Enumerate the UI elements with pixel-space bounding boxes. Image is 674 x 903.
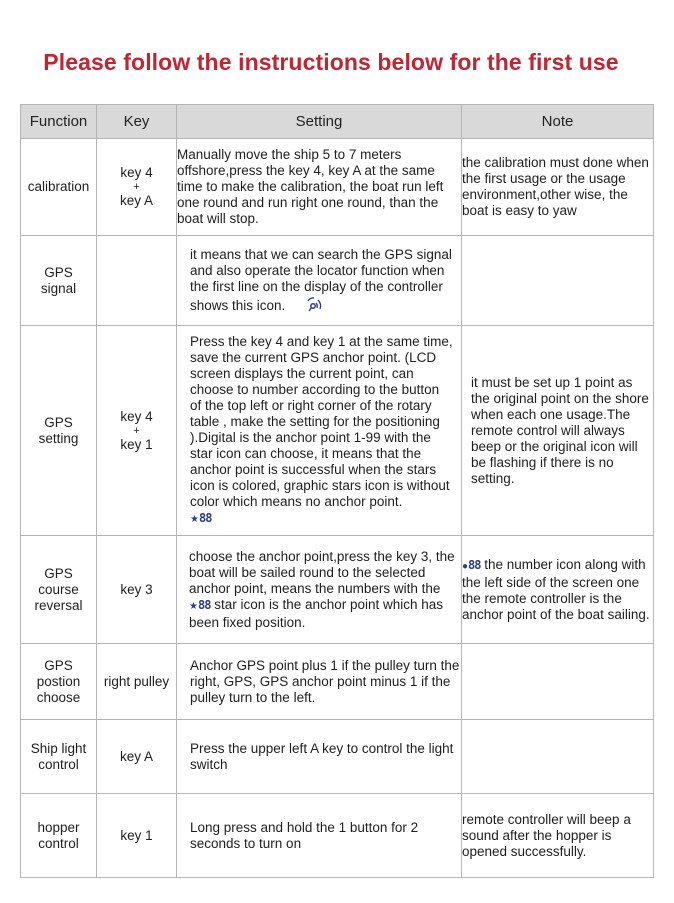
key-label: key 4 [120,165,153,180]
star-icon: ★ [190,513,199,525]
key-label: key 4 [120,408,153,424]
key-cell [97,720,177,794]
key-label: key A [119,748,154,764]
table-header-row [21,105,654,139]
function-cell [21,720,97,794]
table-row [21,536,654,644]
gps-signal-icon [305,295,327,313]
table-row [21,236,654,326]
function-cell [21,139,97,236]
function-label: postion [36,673,81,689]
key-plus: + [133,181,140,193]
table-row [21,720,654,794]
function-label: reversal [34,597,83,613]
table-row [21,326,654,536]
note-text: remote controller will beep a sound after the hopper is opened successfully. [462,811,631,859]
setting-text: Press the key 4 and key 1 at the same time, save the current GPS anchor point. (LCD screen displays the current point, can choose to number according to the button of the top left or right corner of the rotary table , make the setting for the positioning ).Digital is the anchor point 1-99 with the star icon can choose, it means that the anchor point is successful when the stars icon is colored, graphic stars icon is without color which means no anchor point. [190,333,453,509]
header-function: Function [21,105,97,139]
anchor-number-icon: 88 [197,597,211,612]
note-cell [462,139,654,236]
key-label: key 1 [120,436,153,452]
key-label: right pulley [103,673,170,689]
instructions-table [20,104,654,878]
key-label: key 3 [120,581,153,597]
note-cell [462,536,654,644]
function-label: signal [40,280,77,296]
setting-text: it means that we can search the GPS signal and also operate the locator function when the first line on the display of the controller shows this icon. [190,247,452,313]
setting-cell [177,326,462,536]
note-text: the number icon along with the left side of the screen one the remote controller is the anchor point of the boat sailing. [462,556,650,622]
setting-text-after: star icon is the anchor point which has been fixed position. [189,596,444,630]
setting-cell [177,236,462,326]
note-text: the calibration must done when the first usage or the usage environment,other wise, the boat is easy to yaw [462,155,649,218]
note-cell [462,236,654,326]
key-cell [97,794,177,878]
function-cell [21,644,97,720]
setting-cell [177,720,462,794]
key-cell [97,536,177,644]
table-row [21,644,654,720]
key-cell [97,236,177,326]
function-cell [21,236,97,326]
function-label: setting [38,430,79,446]
note-cell [462,720,654,794]
function-cell [21,536,97,644]
dot-icon: ● [462,560,469,572]
setting-cell [177,139,462,236]
setting-text: Manually move the ship 5 to 7 meters offshore,press the key 4, key A at the same time to make the calibration, the boat run left one round and run right one round, than the boat will stop. [177,147,444,226]
function-label: control [38,835,79,851]
key-cell [97,139,177,236]
table-row [21,139,654,236]
key-cell [97,644,177,720]
function-label: GPS [44,414,73,430]
function-label: hopper [37,819,80,835]
note-cell [462,326,654,536]
header-setting: Setting [177,105,462,139]
function-label: course [38,581,79,597]
setting-text: Long press and hold the 1 button for 2 seconds to turn on [190,819,419,851]
function-cell [21,326,97,536]
key-label: key A [119,193,154,208]
key-plus: + [133,424,140,437]
header-note: Note [462,105,654,139]
page-title: Please follow the instructions below for the first use [43,49,619,75]
header-key: Key [97,105,177,139]
note-text: it must be set up 1 point as the original point on the shore when each one usage.The remote control will always beep or the original icon will be flashing if there is no setting. [471,374,649,486]
function-label: control [38,756,79,772]
function-label: GPS [44,565,73,581]
function-label: GPS [44,657,73,673]
setting-cell [177,794,462,878]
key-cell [97,326,177,536]
note-cell [462,644,654,720]
anchor-number-icon: 88 [198,510,212,525]
setting-text-before: choose the anchor point,press the key 3, the boat will be sailed round to the selected anchor point, means the numbers with the [189,548,455,596]
function-label: calibration [27,179,90,194]
table-row [21,794,654,878]
setting-text: Press the upper left A key to control the light switch [190,740,454,772]
function-label: GPS [44,264,73,280]
function-cell [21,794,97,878]
function-label: Ship light [30,740,87,756]
star-icon: ★ [189,600,198,612]
anchor-number-icon: 88 [468,557,481,572]
setting-text: Anchor GPS point plus 1 if the pulley turn the right, GPS, GPS anchor point minus 1 if the pulley turn to the left. [190,657,460,705]
setting-cell [177,536,462,644]
note-cell [462,794,654,878]
function-label: choose [36,689,81,705]
setting-cell [177,644,462,720]
key-label: key 1 [120,827,153,843]
